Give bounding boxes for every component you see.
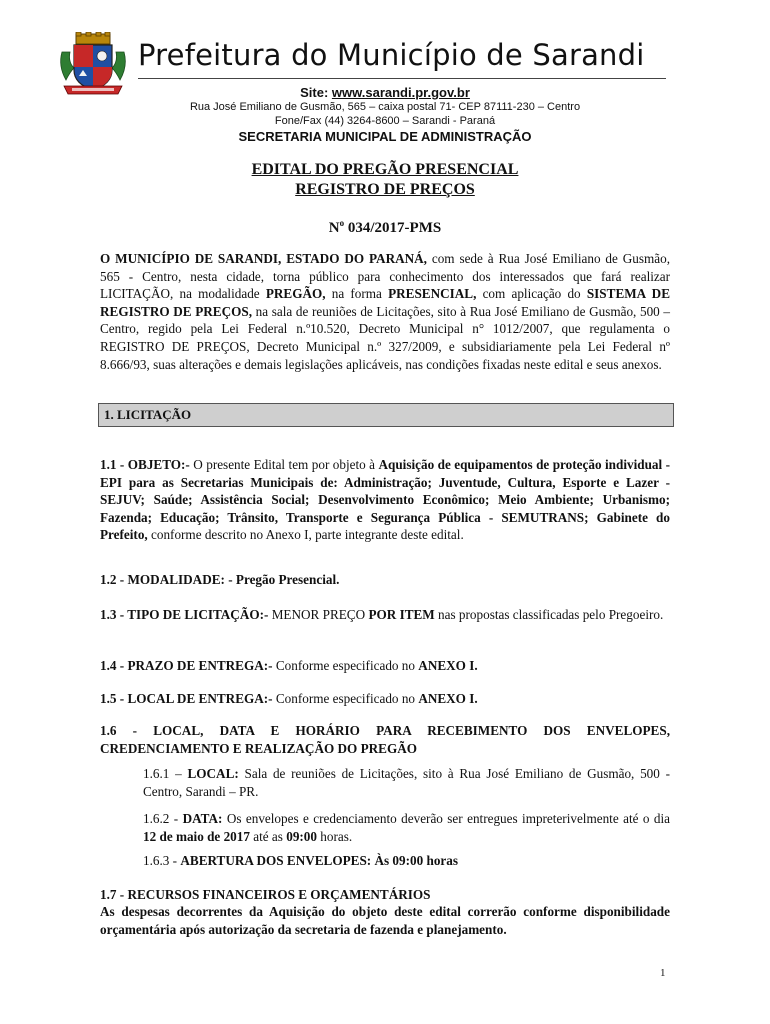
intro-text-3: com aplicação do — [476, 286, 587, 302]
item-number: 1.6.3 - — [143, 853, 181, 868]
number-value: 034/2017-PMS — [344, 220, 442, 236]
item-text-tail: horas. — [317, 828, 353, 844]
item-label: LOCAL: — [187, 766, 239, 781]
item-1-6-heading: 1.6 - LOCAL, DATA E HORÁRIO PARA RECEBIMENTO DOS ENVELOPES, CREDENCIAMENTO E REALIZAÇÃO DO PREGÃO — [100, 723, 670, 756]
site-label: Site: — [300, 85, 332, 100]
item-date: 12 de maio de 2017 — [143, 828, 250, 844]
item-text: MENOR PREÇO — [268, 607, 369, 622]
department-name: SECRETARIA MUNICIPAL DE ADMINISTRAÇÃO — [238, 129, 532, 144]
item-1-5-local-entrega — [100, 690, 670, 708]
item-label: 1.1 - OBJETO:- — [100, 457, 190, 472]
item-text-tail: conforme descrito no Anexo I, parte integrante deste edital. — [147, 527, 464, 543]
intro-system: SISTEMA DE REGISTRO DE PREÇOS, — [100, 286, 670, 319]
number-prefix: N — [328, 220, 340, 236]
item-annex-ref: ANEXO I. — [418, 691, 478, 706]
phone-line: Fone/Fax (44) 3264-8600 – Sarandi - Paraná — [274, 115, 496, 127]
intro-modality: PREGÃO, — [265, 286, 326, 302]
item-text: Os envelopes e credenciamento deverão ser entregues impreterivelmente até o dia — [222, 811, 670, 826]
item-text-tail: nas propostas classificadas pelo Pregoeiro. — [434, 607, 664, 622]
document-title: EDITAL DO PREGÃO PRESENCIAL — [251, 161, 519, 178]
item-object-description: Aquisição de equipamentos de proteção individual - EPI para as Secretarias Municipais de: Administração; Juventude, Cultura, Esporte e Lazer - SEJUV; Saúde; Assistência Social; Desenvolvimento Econômico; Meio Ambiente; Urbanismo; Fazenda; Educação; Trânsito, Transporte e Segurança Pública - SEMUTRANS; Gabinete do Prefeito, — [100, 457, 671, 543]
item-1-7-text: As despesas decorrentes da Aquisição do objeto deste edital correrão conforme disponibilidade orçamentária após autorização da secretaria de fazenda e planejamento. — [100, 904, 670, 937]
item-label: DATA: — [182, 811, 223, 826]
item-1-1-objeto — [100, 456, 670, 544]
intro-text-4: na sala de reuniões de Licitações, sito à Rua José Emiliano de Gusmão, 500 – Centro, regido pela Lei Federal n.º10.520, Decreto Municipal n° 1012/2007, que regulamenta o REGISTRO DE PREÇOS, Decreto Municipal n.º 327/2009, e subsidiariamente pela Lei Federal nº 8.666/93, suas alterações e demais legislações aplicáveis, nas condições fixadas neste edital e seus anexos. — [100, 303, 671, 372]
site-line — [0, 85, 770, 100]
item-annex-ref: ANEXO I. — [418, 658, 478, 673]
item-label: 1.3 - TIPO DE LICITAÇÃO:- — [100, 607, 269, 622]
page-number: 1 — [660, 967, 666, 979]
item-text: Conforme especificado no — [272, 691, 419, 706]
section-heading-licitacao — [98, 403, 674, 427]
item-1-2-modalidade: 1.2 - MODALIDADE: - Pregão Presencial. — [100, 572, 340, 587]
item-emphasis: POR ITEM — [368, 607, 435, 622]
header-divider — [138, 78, 666, 79]
item-1-3-tipo — [100, 606, 670, 624]
item-1-7-heading: 1.7 - RECURSOS FINANCEIROS E ORÇAMENTÁRIOS — [100, 887, 431, 902]
item-label: 1.5 - LOCAL DE ENTREGA:- — [100, 691, 273, 706]
section-heading-label: 1. LICITAÇÃO — [104, 407, 192, 422]
intro-text-2: na forma — [325, 286, 389, 302]
number-superscript: o — [339, 218, 345, 228]
postal-address: Rua José Emiliano de Gusmão, 565 – caixa postal 71- CEP 87111-230 – Centro — [189, 101, 581, 113]
item-1-4-prazo — [100, 657, 670, 675]
item-number: 1.6.1 – — [143, 766, 188, 781]
item-1-6-2-data — [143, 810, 670, 845]
intro-text-1: com sede à Rua José Emiliano de Gusmão, 565 - Centro, nesta cidade, torna público para conhecimento dos interessados que fará realizar LICITAÇÃO, na modalidade — [100, 251, 670, 302]
item-1-6-1-local — [143, 765, 670, 800]
document-number — [0, 218, 770, 237]
site-url-link[interactable]: www.sarandi.pr.gov.br — [331, 85, 470, 100]
municipality-title: Prefeitura do Município de Sarandi — [138, 38, 645, 72]
item-text: O presente Edital tem por objeto à — [189, 457, 379, 472]
intro-entity: O MUNICÍPIO DE SARANDI, ESTADO DO PARANÁ, — [100, 251, 427, 266]
item-label: 1.4 - PRAZO DE ENTREGA:- — [100, 658, 273, 673]
item-text-mid: até as — [249, 828, 287, 844]
item-number: 1.6.2 - — [143, 811, 183, 826]
item-time: 09:00 — [286, 828, 317, 844]
intro-paragraph — [100, 250, 670, 373]
document-subtitle: REGISTRO DE PREÇOS — [295, 181, 475, 198]
item-text: Conforme especificado no — [272, 658, 419, 673]
item-opening-time: ABERTURA DOS ENVELOPES: Às 09:00 horas — [180, 853, 458, 868]
intro-form: PRESENCIAL, — [388, 286, 477, 302]
item-1-6-3-abertura — [143, 852, 670, 870]
item-text: Sala de reuniões de Licitações, sito à Rua José Emiliano de Gusmão, 500 - Centro, Sarandi – PR. — [143, 766, 671, 799]
